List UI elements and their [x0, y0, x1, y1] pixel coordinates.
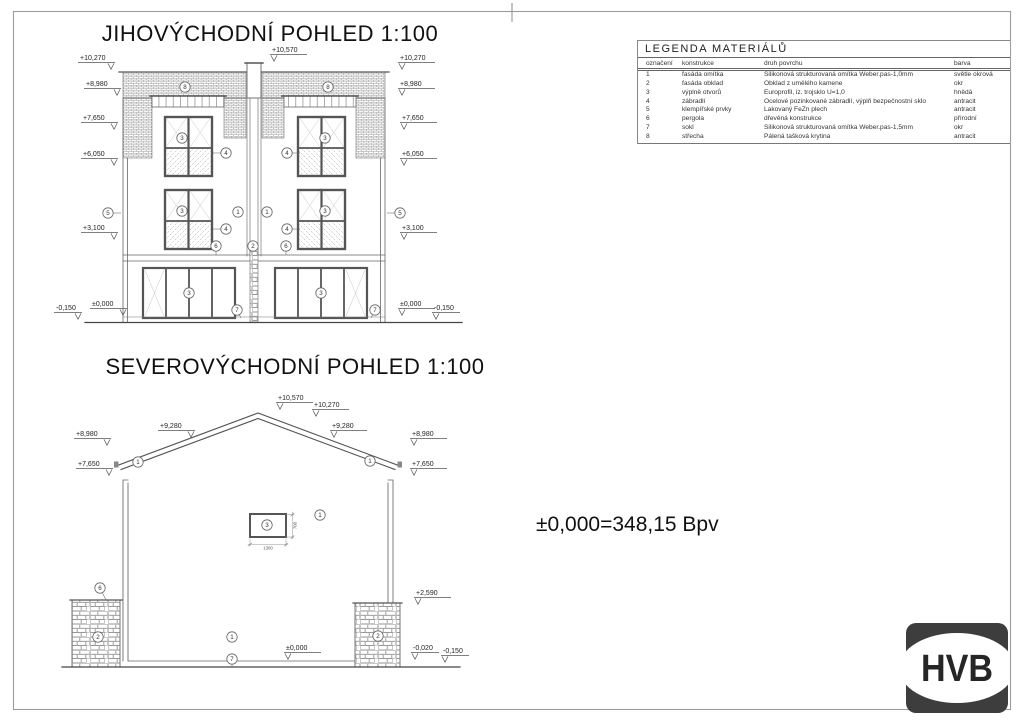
- svg-text:2: 2: [251, 243, 255, 251]
- svg-text:6: 6: [284, 243, 288, 251]
- svg-text:2: 2: [376, 633, 380, 641]
- elevation-mark: +10,270: [80, 55, 106, 62]
- elevation-mark: +9,280: [332, 423, 354, 430]
- svg-text:3: 3: [323, 135, 327, 143]
- benchmark-note: ±0,000=348,15 Bpv: [536, 513, 719, 536]
- legend-cell: fasáda obklad: [682, 79, 724, 87]
- se-elevation-drawing: [85, 63, 462, 323]
- legend-cell: 7: [646, 124, 650, 132]
- svg-text:6: 6: [98, 585, 102, 593]
- legend-cell: Ocelové pozinkované zábradlí, výplň bezpečnostní sklo: [764, 97, 927, 105]
- hvb-logo: [905, 622, 1009, 715]
- dimension-text: 700: [292, 521, 298, 530]
- legend-cell: okr: [954, 124, 964, 132]
- elevation-mark: +9,280: [160, 423, 182, 430]
- elevation-mark: +10,270: [314, 402, 340, 409]
- legend-cell: Lakovaný FeZn plech: [764, 106, 828, 114]
- svg-text:5: 5: [398, 210, 402, 218]
- elevation-mark: +8,980: [400, 81, 422, 88]
- legend-cell: Silikonová strukturovaná omítka Weber.pas-1,5mm: [764, 124, 914, 132]
- legend-cell: antracit: [954, 97, 976, 105]
- elevation-mark: +10,570: [278, 395, 304, 402]
- legend-cell: zábradlí: [682, 97, 706, 105]
- legend-row: [638, 71, 1010, 80]
- svg-text:7: 7: [235, 307, 239, 315]
- legend-rows: [638, 71, 1010, 144]
- elevation-mark: +3,100: [83, 225, 105, 232]
- elevation-mark: ±0,000: [400, 301, 422, 308]
- legend-cell: 8: [646, 132, 650, 140]
- svg-text:1: 1: [368, 458, 372, 466]
- svg-text:1: 1: [318, 512, 322, 520]
- legend-cell: výplně otvorů: [682, 88, 722, 96]
- svg-text:3: 3: [187, 290, 191, 298]
- legend-title: LEGENDA MATERIÁLŮ: [638, 41, 1010, 58]
- legend-cell: okr: [954, 79, 964, 87]
- ne-elevation-title: SEVEROVÝCHODNÍ POHLED 1:100: [105, 354, 485, 379]
- elevation-mark: +10,570: [272, 47, 298, 54]
- legend-cell: Silikonová strukturovaná omítka Weber.pas-1,0mm: [764, 71, 914, 78]
- legend-cell: střecha: [682, 132, 704, 140]
- legend-cell: fasáda omítka: [682, 71, 724, 78]
- elevation-mark: +8,980: [76, 431, 98, 438]
- legend-cell: Europrofil, iz. trojsklo U=1,0: [764, 88, 845, 96]
- materials-legend: [637, 40, 1010, 144]
- se-elevation-title: JIHOVÝCHODNÍ POHLED 1:100: [101, 21, 439, 46]
- elevation-mark: ±0,000: [92, 301, 114, 308]
- svg-text:4: 4: [285, 226, 289, 234]
- legend-header-row: [638, 58, 1010, 71]
- elevation-mark: +7,650: [83, 115, 105, 122]
- elevation-mark: -0,150: [443, 648, 463, 655]
- legend-cell: 6: [646, 115, 650, 123]
- elevation-mark: -0,150: [56, 305, 76, 312]
- legend-cell: dřevěná konstrukce: [764, 115, 822, 123]
- svg-text:7: 7: [230, 656, 234, 664]
- legend-column-header: označení: [646, 60, 673, 67]
- legend-row: [638, 133, 1010, 142]
- legend-cell: 5: [646, 106, 650, 114]
- legend-cell: hnědá: [954, 88, 973, 96]
- legend-column-header: druh povrchu: [764, 60, 803, 67]
- svg-text:3: 3: [180, 135, 184, 143]
- legend-cell: klempířské prvky: [682, 106, 732, 114]
- elevation-mark: +7,650: [402, 115, 424, 122]
- svg-text:2: 2: [96, 634, 100, 642]
- elevation-mark: -0,150: [434, 305, 454, 312]
- svg-text:3: 3: [319, 290, 323, 298]
- legend-cell: světle okrová: [954, 71, 993, 78]
- legend-cell: antracit: [954, 106, 976, 114]
- elevation-mark: +6,050: [402, 151, 424, 158]
- svg-text:5: 5: [106, 210, 110, 218]
- legend-column-header: barva: [954, 60, 971, 67]
- legend-cell: 2: [646, 79, 650, 87]
- legend-row: [638, 80, 1010, 89]
- legend-cell: Obklad z umělého kamene: [764, 79, 843, 87]
- svg-text:3: 3: [265, 522, 269, 530]
- legend-cell: 4: [646, 97, 650, 105]
- svg-text:8: 8: [183, 84, 187, 92]
- elevation-mark: +7,650: [78, 461, 100, 468]
- legend-cell: 3: [646, 88, 650, 96]
- logo-text: HVB: [921, 648, 993, 690]
- svg-text:1: 1: [265, 209, 269, 217]
- elevation-mark: +3,100: [402, 225, 424, 232]
- svg-text:6: 6: [214, 243, 218, 251]
- elevation-mark: +2,590: [416, 590, 438, 597]
- elevation-mark: +6,050: [83, 151, 105, 158]
- svg-text:8: 8: [326, 84, 330, 92]
- elevation-mark: +10,270: [400, 55, 426, 62]
- svg-text:4: 4: [224, 226, 228, 234]
- legend-row: [638, 106, 1010, 115]
- legend-cell: pergola: [682, 115, 704, 123]
- dimension-text: 1300: [263, 545, 273, 551]
- elevation-mark: +7,650: [412, 461, 434, 468]
- ne-elevation-drawing: [62, 413, 460, 667]
- legend-row: [638, 89, 1010, 98]
- svg-text:4: 4: [224, 150, 228, 158]
- legend-cell: přírodní: [954, 115, 977, 123]
- svg-text:3: 3: [180, 208, 184, 216]
- legend-column-header: konstrukce: [682, 60, 714, 67]
- svg-text:1: 1: [236, 209, 240, 217]
- ne-elevation-callouts: [93, 456, 383, 667]
- legend-row: [638, 124, 1010, 133]
- elevation-mark: -0,020: [413, 645, 433, 652]
- elevation-mark: ±0,000: [286, 645, 308, 652]
- svg-text:4: 4: [285, 150, 289, 158]
- legend-cell: antracit: [954, 132, 976, 140]
- legend-row: [638, 98, 1010, 107]
- svg-text:7: 7: [373, 307, 377, 315]
- legend-cell: Pálená tašková krytina: [764, 132, 831, 140]
- legend-row: [638, 115, 1010, 124]
- legend-cell: sokl: [682, 124, 694, 132]
- svg-text:3: 3: [323, 208, 327, 216]
- svg-text:1: 1: [230, 634, 234, 642]
- elevation-mark: +8,980: [86, 81, 108, 88]
- svg-text:1: 1: [136, 459, 140, 467]
- elevation-mark: +8,980: [412, 431, 434, 438]
- legend-cell: 1: [646, 71, 650, 78]
